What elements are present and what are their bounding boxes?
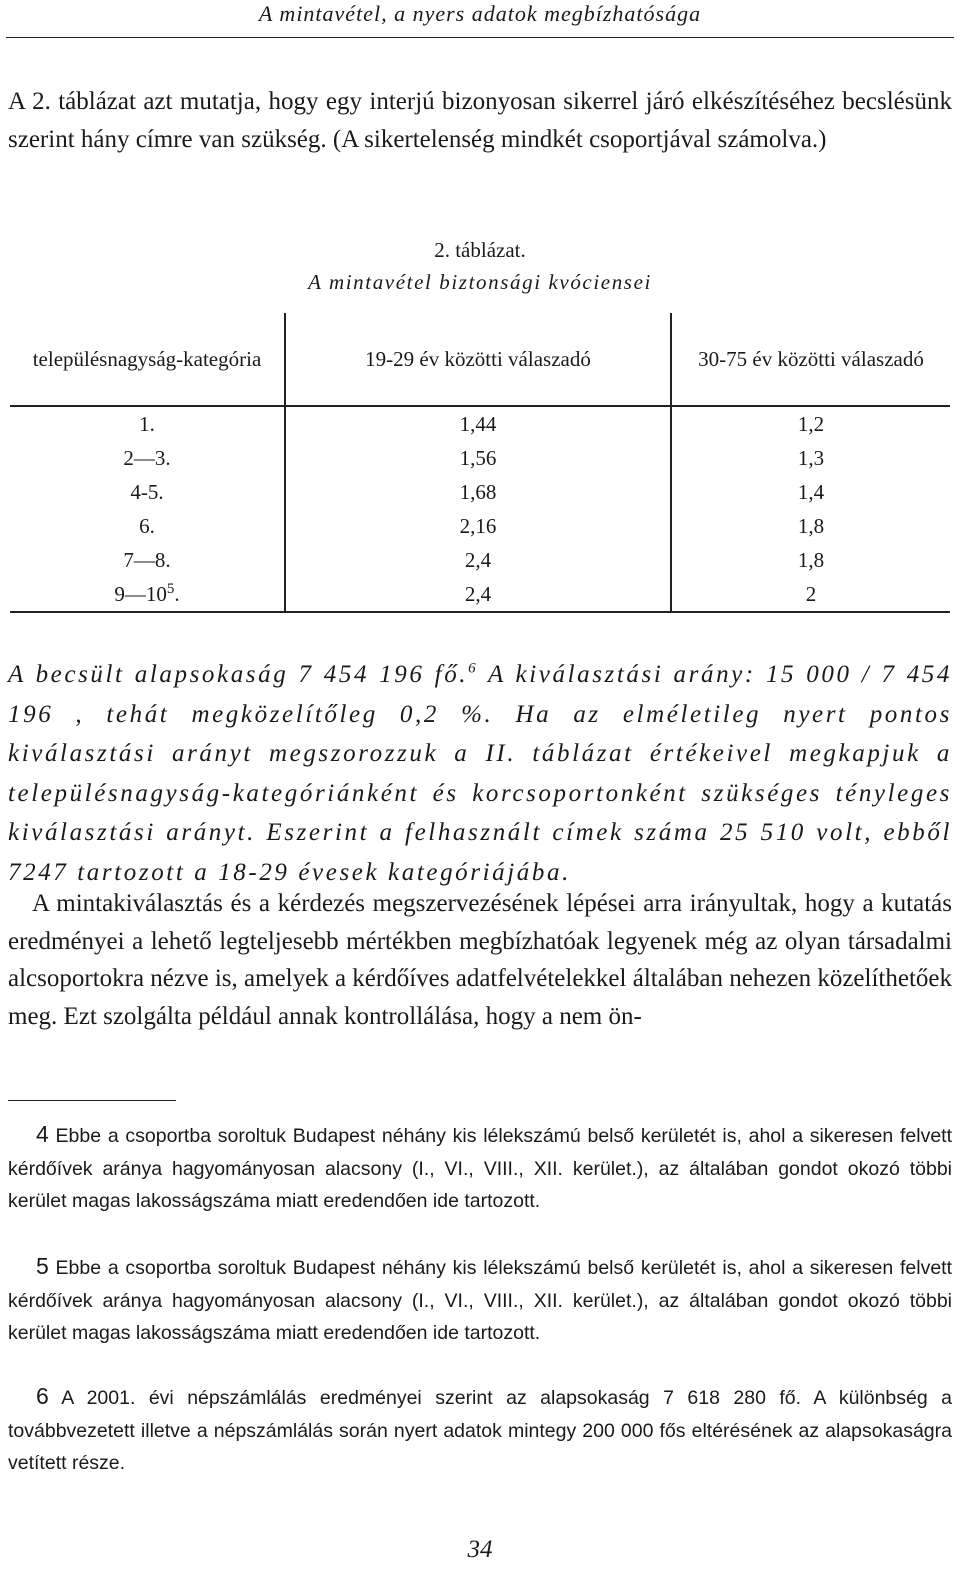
- table-header-row: [10, 313, 950, 406]
- cell-category: 6.: [10, 509, 285, 543]
- footnote-text: Ebbe a csoportba soroltuk Budapest néhány kis lélekszámú belső kerületét is, ahol a sikeresen felvett kérdőívek aránya hagyományosan alacsony (I., VI., VIII., XII. kerület.), az általában gondot okozó többi kerület magas lakosságszáma miatt eredendően ide tartozott.: [8, 1125, 953, 1212]
- cell-young: 2,4: [285, 577, 671, 612]
- body-paragraph-2: A mintakiválasztás és a kérdezés megszervezésének lépései arra irányultak, hogy a kutatás eredményei a lehető legteljesebb mértékben megbízhatóak legyenek még az olyan társadalmi alcsoportokra nézve is, amelyek a kérdőíves adatfelvételekkel általában nehezen közelíthetőek meg. Ezt szolgálta például annak kontrollálása, hogy a nem ön-: [8, 890, 952, 1030]
- cell-category: 1.: [10, 406, 285, 441]
- footnote-4: [8, 1118, 952, 1218]
- cell-old: 1,4: [671, 475, 950, 509]
- intro-paragraph: A 2. táblázat azt mutatja, hogy egy interjú bizonyosan sikerrel járó elkészítéséhez becslésünk szerint hány címre van szükség. (A sikertelenség mindkét csoportjával számolva.): [8, 88, 952, 153]
- cell-old: 1,3: [671, 441, 950, 475]
- cell-category: 7—8.: [10, 543, 285, 577]
- body-paragraph-1-text-b: A kiválasztási arány: 15 000 / 7 454 196 , tehát megközelítőleg 0,2 %. Ha az elméletileg nyert pontos kiválasztási arányt megszorozzuk a II. táblázat értékeivel megkapjuk a településnagyság-kategóriánként és korcsoportonként szükséges tényleges kiválasztási arányt. Eszerint a felhasznált címek száma 25 510 volt, ebből 7247 tartozott a 18-29 évesek kategóriájába.: [8, 661, 953, 886]
- table-row: [10, 475, 950, 509]
- footnote-number: 4: [36, 1121, 49, 1147]
- cell-category: 4-5.: [10, 475, 285, 509]
- cell-category-text: 9—10: [114, 581, 167, 606]
- footnote-divider: [8, 1100, 176, 1101]
- running-header: A mintavétel, a nyers adatok megbízhatósága: [258, 1, 702, 26]
- table-row: [10, 406, 950, 441]
- cell-young: 1,56: [285, 441, 671, 475]
- cell-old: 1,8: [671, 509, 950, 543]
- footnote-text: A 2001. évi népszámlálás eredményei szerint az alapsokaság 7 618 280 fő. A különbség a továbbvezetett illetve a népszámlálás során nyert adatok mintegy 200 000 fős eltérésének az alapsokaságra vetített része.: [8, 1387, 953, 1474]
- cell-old: 1,2: [671, 406, 950, 441]
- table-caption: 2. táblázat.: [434, 238, 526, 262]
- data-table: [10, 313, 950, 613]
- body-paragraph-1-text-a: A becsült alapsokaság 7 454 196 fő.: [8, 661, 469, 688]
- header-divider: [6, 37, 954, 38]
- column-header-category: településnagyság-kategória: [10, 313, 285, 406]
- table-row: [10, 543, 950, 577]
- footnote-text: Ebbe a csoportba soroltuk Budapest néhány kis lélekszámú belső kerületét is, ahol a sikeresen felvett kérdőívek aránya hagyományosan alacsony (I., VI., VIII., XII. kerület.), az általában gondot okozó többi kerület magas lakosságszáma miatt eredendően ide tartozott.: [8, 1257, 953, 1344]
- footnote-ref-6: 6: [468, 660, 479, 677]
- cell-young: 1,44: [285, 406, 671, 441]
- cell-young: 1,68: [285, 475, 671, 509]
- table-title: A mintavétel biztonsági kvóciensei: [308, 270, 652, 294]
- cell-old: 1,8: [671, 543, 950, 577]
- footnote-6: [8, 1380, 952, 1480]
- cell-young: 2,16: [285, 509, 671, 543]
- column-header-age-30-75: 30-75 év közötti válaszadó: [671, 313, 950, 406]
- cell-category: 2—3.: [10, 441, 285, 475]
- page-number: 34: [467, 1536, 493, 1563]
- column-header-age-19-29: 19-29 év közötti válaszadó: [285, 313, 671, 406]
- footnote-number: 6: [36, 1383, 49, 1409]
- body-paragraph-1: [8, 655, 952, 892]
- cell-category-suffix: .: [174, 581, 180, 606]
- cell-category: [10, 577, 285, 612]
- footnote-ref-5: 5: [166, 580, 175, 597]
- table-row: [10, 509, 950, 543]
- footnote-number: 5: [36, 1253, 49, 1279]
- footnote-5: [8, 1250, 952, 1350]
- cell-young: 2,4: [285, 543, 671, 577]
- table-row: [10, 577, 950, 612]
- cell-old: 2: [671, 577, 950, 612]
- table-row: [10, 441, 950, 475]
